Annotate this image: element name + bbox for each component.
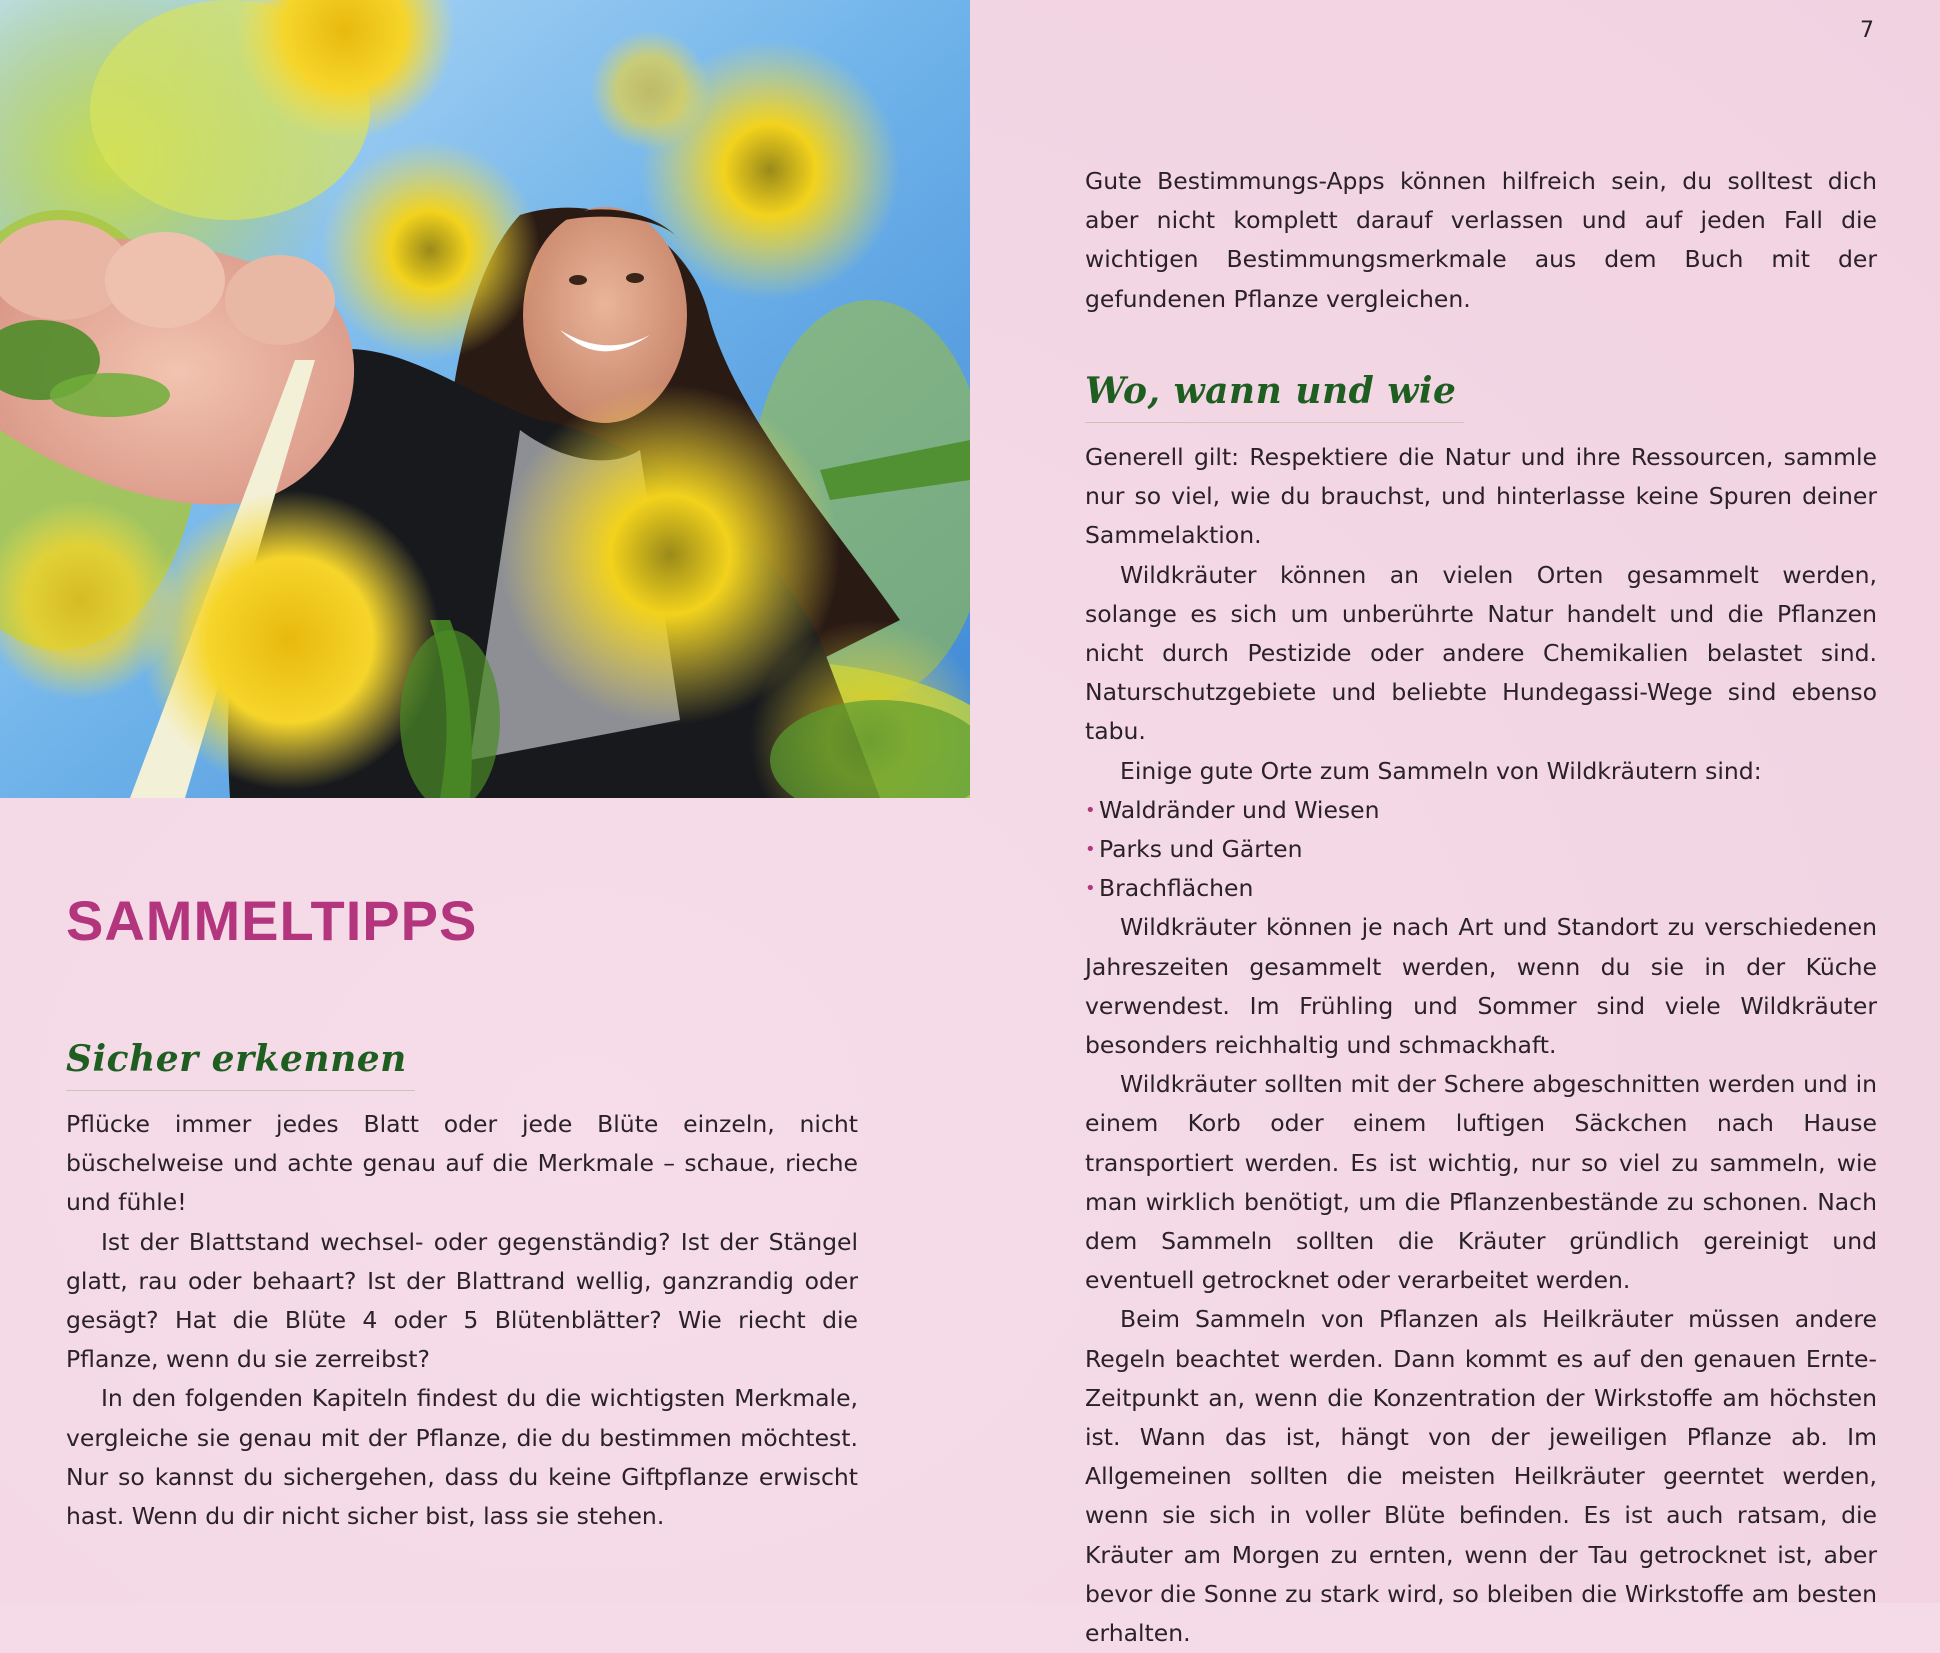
right-paragraph-2: Wildkräuter können an vielen Orten gesammelt werden, solange es sich um unberührte Natur handelt und die Pflanzen nicht durch Pestizide oder andere Chemikalien belastet sind. Naturschutzgebiete und beliebte Hundegassi-Wege sind ebenso tabu. [1085, 560, 1877, 746]
page-number: 7 [1860, 18, 1874, 43]
left-paragraph-3: In den folgenden Kapiteln findest du die wichtigsten Merkmale, vergleiche sie genau mit der Pflanze, die du bestimmen möchtest. Nur so kannst du sichergehen, dass du keine Giftpflanze erwischt hast. Wenn du dir nicht sicher bist, lass sie stehen. [66, 1384, 858, 1531]
wo-wann-wie-heading: Wo, wann und wie [1085, 370, 1464, 423]
right-paragraph-1: Generell gilt: Respektiere die Natur und ihre Ressourcen, sammle nur so viel, wie du brauchst, und hinterlasse keine Spuren deiner Sammelaktion. [1085, 443, 1877, 550]
intro-paragraph: Gute Bestimmungs-Apps können hilfreich sein, du solltest dich aber nicht komplett darauf verlassen und auf jeden Fall die wichtigen Bestimmungsmerkmale aus dem Buch mit der gefundenen Pflanze vergleichen. [1085, 167, 1877, 313]
right-paragraph-3: Einige gute Orte zum Sammeln von Wildkräutern sind: [1120, 756, 1762, 785]
left-paragraph-1: Pflücke immer jedes Blatt oder jede Blüte einzeln, nicht büschelweise und achte genau auf die Merkmale – schaue, rieche und fühle! [66, 1110, 858, 1217]
bullet-icon: • [1085, 799, 1096, 821]
left-paragraph-2: Ist der Blattstand wechsel- oder gegenständig? Ist der Stängel glatt, rau oder behaart? Ist der Blattrand wellig, ganzrandig oder gesägt? Hat die Blüte 4 oder 5 Blütenblätter? Wie riecht die Pflanze, wenn du sie zerreibst? [66, 1227, 858, 1374]
bullet-icon: • [1085, 878, 1096, 900]
sicher-erkennen-heading: Sicher erkennen [66, 1038, 415, 1091]
photo-dandelion-woman [0, 0, 970, 798]
list-item: • Parks und Gärten [1085, 830, 1877, 869]
page-title: SAMMELTIPPS [66, 889, 478, 952]
right-paragraph-4: Wildkräuter können je nach Art und Standort zu verschiedenen Jahreszeiten gesammelt werden, wenn du sie in der Küche verwendest. Im Frühling und Sommer sind viele Wildkräuter besonders reichhaltig und schmackhaft. [1085, 913, 1877, 1060]
left-text-column [66, 1105, 858, 1536]
right-main-text [1085, 438, 1877, 1653]
right-paragraph-6: Beim Sammeln von Pflanzen als Heilkräuter müssen andere Regeln beachtet werden. Dann kommt es auf den genauen Ernte-Zeitpunkt an, wenn die Konzentration der Wirkstoffe am höchsten ist. Wann das ist, hängt von der jeweiligen Pflanze ab. Im Allgemeinen sollten die meisten Heilkräuter geerntet werden, wenn sie sich in voller Blüte befinden. Es ist auch ratsam, die Kräuter am Morgen zu ernten, wenn der Tau getrocknet ist, aber bevor die Sonne zu stark wird, so bleiben die Wirkstoffe am besten erhalten. [1085, 1305, 1877, 1648]
list-item: • Brachflächen [1085, 869, 1877, 908]
bullet-icon: • [1085, 839, 1096, 861]
collecting-places-list [1085, 791, 1877, 909]
list-item: • Waldränder und Wiesen [1085, 791, 1877, 830]
right-paragraph-5: Wildkräuter sollten mit der Schere abgeschnitten werden und in einem Korb oder einem luftigen Säckchen nach Hause transportiert werden. Es ist wichtig, nur so viel zu sammeln, wie man wirklich benötigt, um die Pflanzenbestände zu schonen. Nach dem Sammeln sollten die Kräuter gründlich gereinigt und eventuell getrocknet oder verarbeitet werden. [1085, 1070, 1877, 1295]
right-text-column [1085, 162, 1877, 319]
